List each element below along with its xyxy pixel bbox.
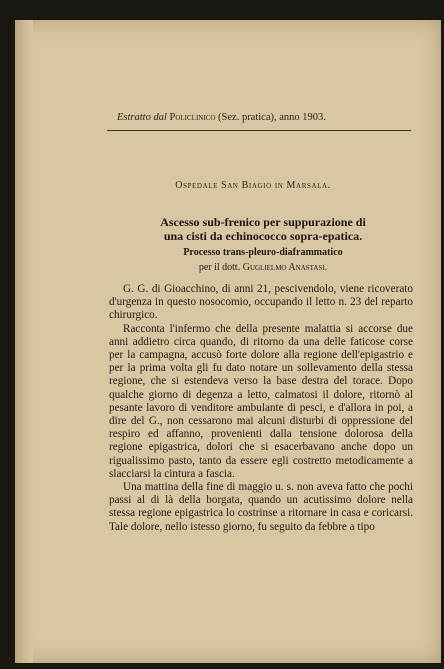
author-prefix: per il dott.	[198, 262, 241, 273]
author-name: Guglielmo Anastasi.	[242, 262, 328, 273]
paragraph: Una mattina della fine di maggio u. s. non aveva fatto che pochi passi al di là della borgata, quando un acutissimo dolore nella stessa regione epigastrica lo costrinse a ritornare in casa e coricarsi. Tale dolore, nello istesso giorno, fu seguito da febbre a tipo	[109, 481, 413, 533]
document-page	[15, 20, 441, 663]
offprint-header	[117, 112, 417, 123]
header-prefix: Estratto dal	[117, 112, 167, 123]
page-spine	[15, 20, 33, 663]
hospital-name: Ospedale San Biagio in Marsala.	[175, 180, 331, 191]
paragraph: Racconta l'infermo che della presente malattia si accorse due anni addietro circa quando, di ritorno da una delle faticose corse per la campagna, accusò forte dolore alla regione dell'epigastrio e per la prima volta gli fu dato notare un sollevamento della stessa regione, che si estendeva verso la base destra del torace. Dopo qualche giorno di degenza a letto, calmatosi il dolore, ritornò al pesante lavoro di venditore ambulante di pesci, e d'allora in poi, a dire del G., non cessarono mai alcuni disturbi di oppressione del respiro ed affanno, provenienti dalla tensione dolorosa della regione epigastrica, dolori che si esacerbavano anche dopo un rigualissimo pasto, tanto da essere egli costretto metodicamente a slacciarsi la cintura a fascia.	[109, 322, 413, 480]
title-line-1: Ascesso sub-frenico per suppurazione di	[160, 215, 366, 229]
article-author	[115, 262, 411, 273]
header-suffix: (Sez. pratica), anno 1903.	[218, 112, 326, 123]
paragraph: G. G. di Gioacchino, di anni 21, pescivendolo, viene ricoverato d'urgenza in questo nosocomio, occupando il letto n. 23 del reparto chirurgico.	[109, 283, 413, 322]
title-line-2: una cisti da echinococco sopra-epatica.	[163, 229, 363, 243]
article-title	[115, 215, 411, 243]
header-rule	[107, 130, 411, 131]
article-body	[109, 283, 413, 534]
header-journal: Policlinico	[169, 112, 216, 123]
article-subtitle: Processo trans-pleuro-diaframmatico	[183, 247, 343, 258]
